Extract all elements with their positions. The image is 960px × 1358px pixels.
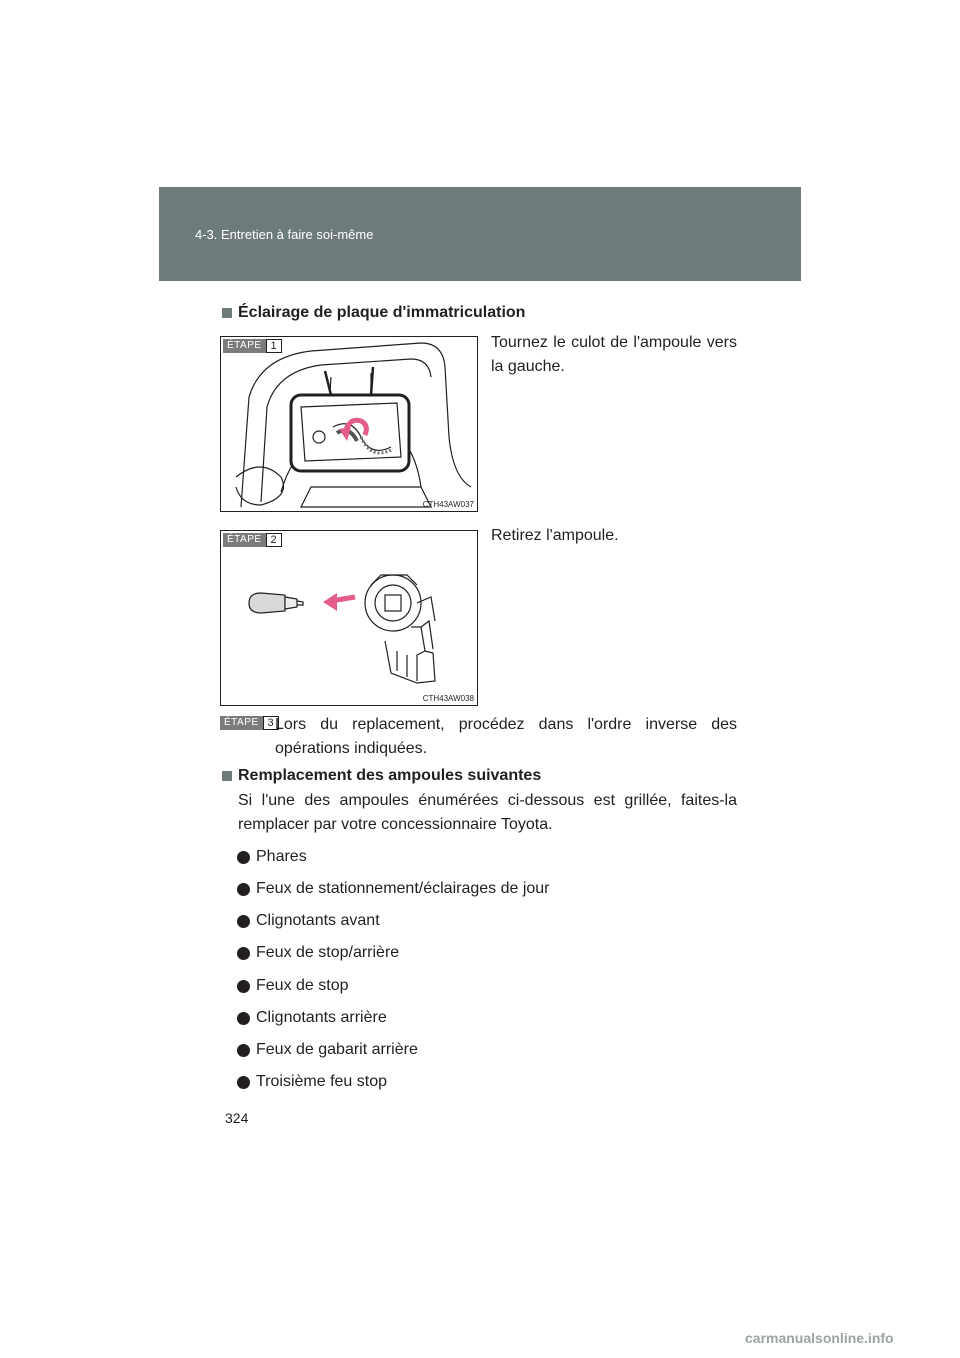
bullet-dot-icon bbox=[237, 980, 250, 993]
square-bullet-icon bbox=[222, 771, 232, 781]
header-band bbox=[159, 187, 801, 281]
bullet-dot-icon bbox=[237, 1076, 250, 1089]
step-2-text: Retirez l'ampoule. bbox=[491, 527, 619, 544]
page-number: 324 bbox=[225, 1110, 249, 1126]
list-item: Feux de gabarit arrière bbox=[237, 1041, 418, 1059]
step-1-text: Tournez le culot de l'ampoule vers la gauche. bbox=[491, 334, 737, 375]
section-2-intro: Si l'une des ampoules énumérées ci-dessous est grillée, faites-la remplacer par votre concessionnaire Toyota. bbox=[238, 792, 737, 833]
bullet-dot-icon bbox=[237, 915, 250, 928]
bullet-dot-icon bbox=[237, 851, 250, 864]
step-badge-2: ÉTAPE 2 bbox=[223, 533, 282, 547]
section-label: 4-3. Entretien à faire soi-même bbox=[195, 227, 374, 242]
bulb-illustration bbox=[221, 531, 477, 705]
step-3-text: Lors du replacement, procédez dans l'ordre inverse des opérations indiquées. bbox=[275, 716, 737, 757]
figure-step-2 bbox=[220, 530, 478, 706]
list-item: Troisième feu stop bbox=[237, 1073, 387, 1091]
bullet-dot-icon bbox=[237, 1012, 250, 1025]
list-item: Clignotants avant bbox=[237, 912, 380, 930]
list-item: Phares bbox=[237, 848, 307, 866]
bullet-dot-icon bbox=[237, 1044, 250, 1057]
section-heading-license-plate bbox=[222, 304, 525, 322]
section-heading-text: Remplacement des ampoules suivantes bbox=[238, 767, 542, 784]
figure-code: CTH43AW037 bbox=[422, 500, 474, 509]
square-bullet-icon bbox=[222, 308, 232, 318]
bullet-dot-icon bbox=[237, 947, 250, 960]
section-heading-text: Éclairage de plaque d'immatriculation bbox=[238, 304, 526, 321]
step-badge-1: ÉTAPE 1 bbox=[223, 339, 282, 353]
section-heading-bulb-replacement bbox=[222, 767, 541, 785]
bullet-dot-icon bbox=[237, 883, 250, 896]
list-item: Feux de stationnement/éclairages de jour bbox=[237, 880, 550, 898]
figure-step-1 bbox=[220, 336, 478, 512]
figure-code: CTH43AW038 bbox=[422, 694, 474, 703]
watermark: carmanualsonline.info bbox=[745, 1330, 894, 1346]
trunk-illustration bbox=[221, 337, 477, 511]
step-badge-3: ÉTAPE 3 bbox=[220, 716, 279, 730]
list-item: Feux de stop/arrière bbox=[237, 944, 399, 962]
list-item: Feux de stop bbox=[237, 977, 349, 995]
list-item: Clignotants arrière bbox=[237, 1009, 387, 1027]
